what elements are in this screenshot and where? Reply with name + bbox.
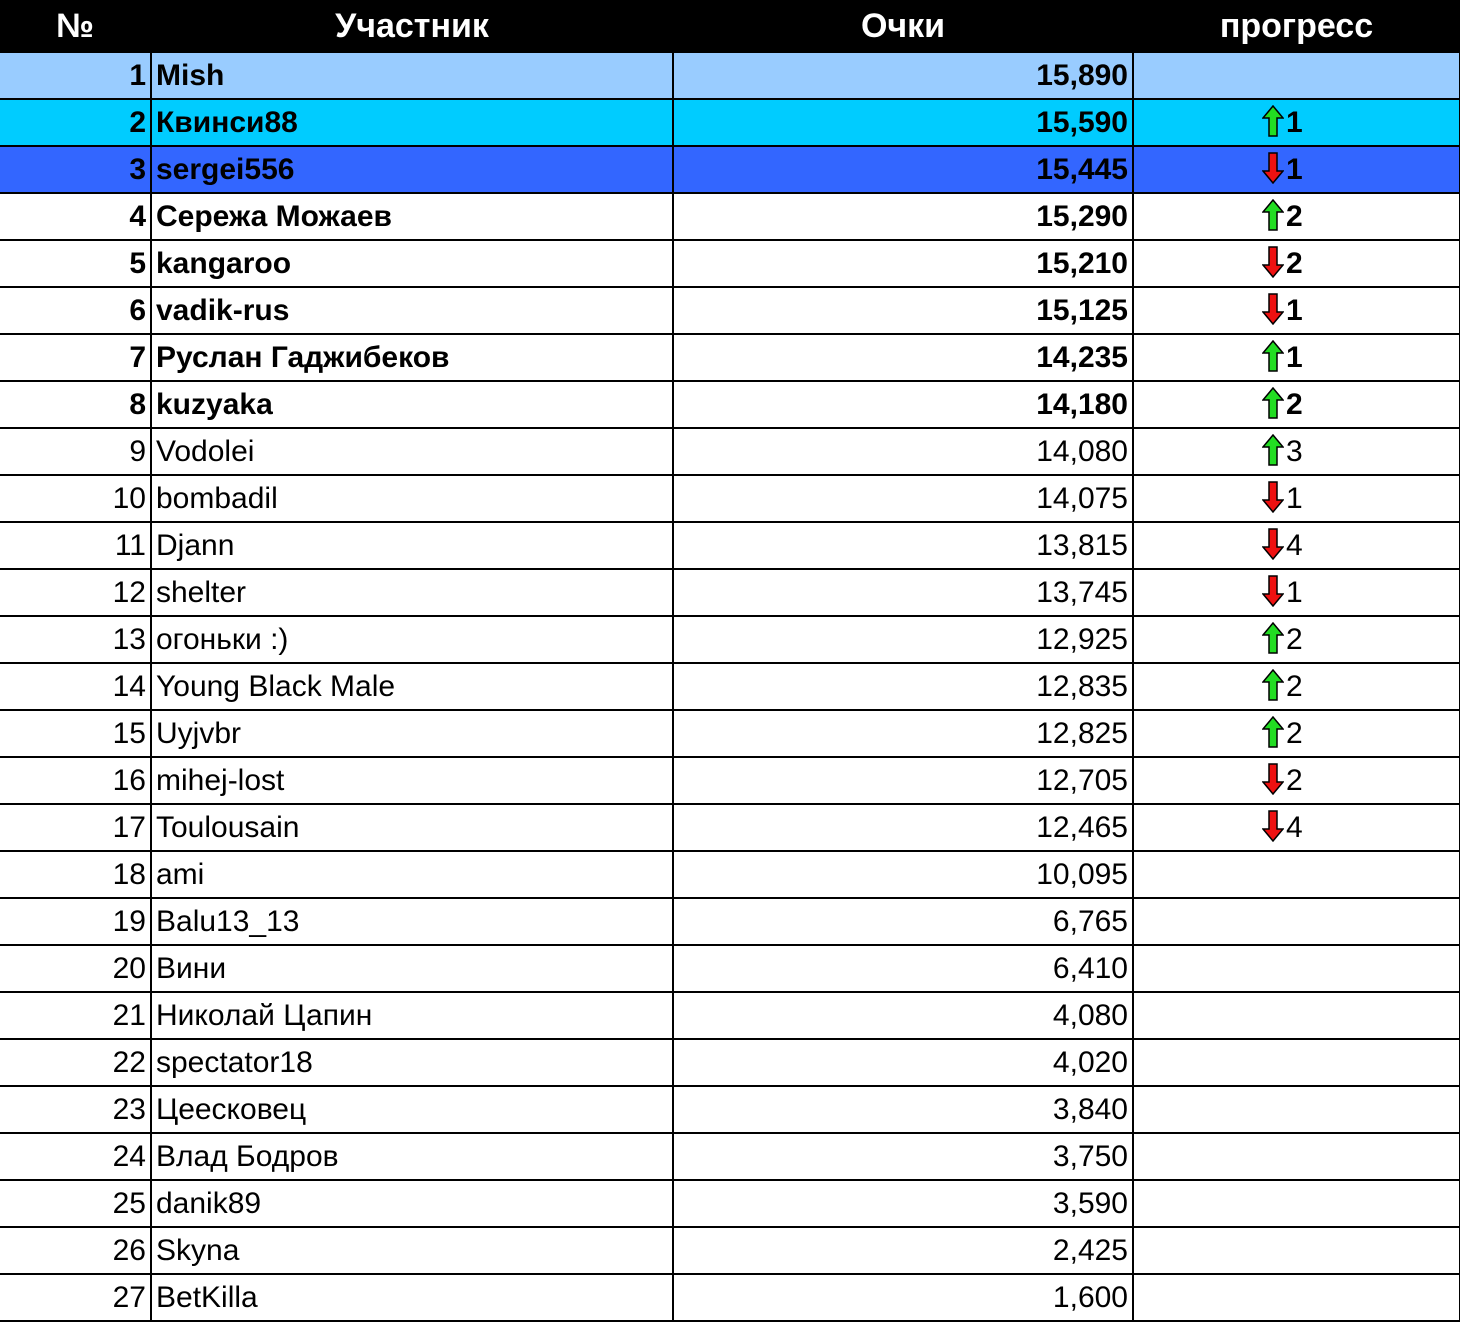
table-row	[0, 53, 1460, 99]
progress-cell	[1133, 710, 1460, 757]
arrow-up-icon	[1262, 716, 1284, 748]
progress-cell	[1133, 851, 1460, 898]
table-row	[0, 146, 1460, 193]
progress-cell	[1133, 1039, 1460, 1086]
points-cell: 15,445	[673, 146, 1133, 193]
rank-cell: 5	[0, 240, 151, 287]
rank-cell: 10	[0, 475, 151, 522]
participant-cell: Сережа Можаев	[151, 193, 673, 240]
header-participant: Участник	[151, 0, 673, 53]
points-cell: 13,815	[673, 522, 1133, 569]
progress-delta: 1	[1286, 294, 1303, 327]
points-cell: 14,235	[673, 334, 1133, 381]
rank-cell: 8	[0, 381, 151, 428]
points-cell: 3,840	[673, 1086, 1133, 1133]
table-row	[0, 240, 1460, 287]
table-row	[0, 99, 1460, 146]
standings-body	[0, 53, 1460, 1321]
points-cell: 3,750	[673, 1133, 1133, 1180]
participant-cell: ami	[151, 851, 673, 898]
participant-cell: Young Black Male	[151, 663, 673, 710]
table-row	[0, 757, 1460, 804]
progress-delta: 1	[1286, 341, 1303, 374]
table-row	[0, 1274, 1460, 1321]
rank-cell: 15	[0, 710, 151, 757]
progress-delta: 1	[1286, 482, 1303, 515]
points-cell: 6,765	[673, 898, 1133, 945]
arrow-up-icon	[1262, 622, 1284, 654]
progress-cell	[1133, 1227, 1460, 1274]
rank-cell: 1	[0, 53, 151, 99]
participant-cell: mihej-lost	[151, 757, 673, 804]
table-row	[0, 428, 1460, 475]
progress-cell	[1133, 898, 1460, 945]
participant-cell: Вини	[151, 945, 673, 992]
rank-cell: 27	[0, 1274, 151, 1321]
progress-delta: 2	[1286, 670, 1303, 703]
table-row	[0, 193, 1460, 240]
table-row	[0, 475, 1460, 522]
arrow-up-icon	[1262, 387, 1284, 419]
table-row	[0, 898, 1460, 945]
participant-cell: Квинси88	[151, 99, 673, 146]
participant-cell: Uyjvbr	[151, 710, 673, 757]
points-cell: 12,465	[673, 804, 1133, 851]
table-row	[0, 992, 1460, 1039]
points-cell: 14,180	[673, 381, 1133, 428]
rank-cell: 18	[0, 851, 151, 898]
rank-cell: 9	[0, 428, 151, 475]
progress-cell	[1133, 1180, 1460, 1227]
progress-cell	[1133, 53, 1460, 99]
arrow-down-icon	[1262, 810, 1284, 842]
table-row	[0, 381, 1460, 428]
participant-cell: spectator18	[151, 1039, 673, 1086]
table-row	[0, 710, 1460, 757]
rank-cell: 11	[0, 522, 151, 569]
progress-cell	[1133, 1133, 1460, 1180]
progress-cell	[1133, 804, 1460, 851]
table-row	[0, 287, 1460, 334]
participant-cell: Цеесковец	[151, 1086, 673, 1133]
rank-cell: 3	[0, 146, 151, 193]
rank-cell: 24	[0, 1133, 151, 1180]
progress-delta: 3	[1286, 435, 1303, 468]
progress-delta: 2	[1286, 200, 1303, 233]
arrow-up-icon	[1262, 434, 1284, 466]
arrow-down-icon	[1262, 246, 1284, 278]
participant-cell: Руслан Гаджибеков	[151, 334, 673, 381]
points-cell: 15,125	[673, 287, 1133, 334]
progress-delta: 1	[1286, 576, 1303, 609]
progress-cell	[1133, 381, 1460, 428]
rank-cell: 13	[0, 616, 151, 663]
progress-cell	[1133, 663, 1460, 710]
progress-cell	[1133, 522, 1460, 569]
rank-cell: 25	[0, 1180, 151, 1227]
progress-cell	[1133, 945, 1460, 992]
arrow-up-icon	[1262, 340, 1284, 372]
rank-cell: 26	[0, 1227, 151, 1274]
progress-cell	[1133, 616, 1460, 663]
table-row	[0, 663, 1460, 710]
rank-cell: 17	[0, 804, 151, 851]
points-cell: 12,835	[673, 663, 1133, 710]
participant-cell: Balu13_13	[151, 898, 673, 945]
arrow-up-icon	[1262, 669, 1284, 701]
points-cell: 14,080	[673, 428, 1133, 475]
rank-cell: 16	[0, 757, 151, 804]
arrow-down-icon	[1262, 152, 1284, 184]
progress-delta: 2	[1286, 764, 1303, 797]
points-cell: 15,890	[673, 53, 1133, 99]
participant-cell: огоньки :)	[151, 616, 673, 663]
progress-cell	[1133, 992, 1460, 1039]
arrow-down-icon	[1262, 293, 1284, 325]
arrow-up-icon	[1262, 199, 1284, 231]
rank-cell: 14	[0, 663, 151, 710]
table-row	[0, 945, 1460, 992]
rank-cell: 20	[0, 945, 151, 992]
points-cell: 1,600	[673, 1274, 1133, 1321]
table-row	[0, 1227, 1460, 1274]
participant-cell: Skyna	[151, 1227, 673, 1274]
participant-cell: danik89	[151, 1180, 673, 1227]
table-row	[0, 1180, 1460, 1227]
participant-cell: Влад Бодров	[151, 1133, 673, 1180]
participant-cell: shelter	[151, 569, 673, 616]
header-points: Очки	[673, 0, 1133, 53]
progress-delta: 1	[1286, 153, 1303, 186]
participant-cell: bombadil	[151, 475, 673, 522]
participant-cell: Djann	[151, 522, 673, 569]
table-row	[0, 1086, 1460, 1133]
progress-cell	[1133, 146, 1460, 193]
progress-cell	[1133, 287, 1460, 334]
arrow-up-icon	[1262, 105, 1284, 137]
points-cell: 4,080	[673, 992, 1133, 1039]
arrow-down-icon	[1262, 528, 1284, 560]
points-cell: 3,590	[673, 1180, 1133, 1227]
table-row	[0, 1133, 1460, 1180]
progress-cell	[1133, 569, 1460, 616]
progress-cell	[1133, 757, 1460, 804]
points-cell: 12,925	[673, 616, 1133, 663]
participant-cell: Николай Цапин	[151, 992, 673, 1039]
participant-cell: Toulousain	[151, 804, 673, 851]
rank-cell: 12	[0, 569, 151, 616]
rank-cell: 22	[0, 1039, 151, 1086]
table-row	[0, 334, 1460, 381]
header-progress: прогресс	[1133, 0, 1460, 53]
table-row	[0, 522, 1460, 569]
points-cell: 12,705	[673, 757, 1133, 804]
rank-cell: 2	[0, 99, 151, 146]
points-cell: 14,075	[673, 475, 1133, 522]
progress-delta: 1	[1286, 106, 1303, 139]
progress-cell	[1133, 1086, 1460, 1133]
progress-cell	[1133, 240, 1460, 287]
points-cell: 15,210	[673, 240, 1133, 287]
arrow-down-icon	[1262, 481, 1284, 513]
participant-cell: sergei556	[151, 146, 673, 193]
arrow-down-icon	[1262, 575, 1284, 607]
participant-cell: Mish	[151, 53, 673, 99]
progress-cell	[1133, 1274, 1460, 1321]
rank-cell: 21	[0, 992, 151, 1039]
participant-cell: vadik-rus	[151, 287, 673, 334]
table-row	[0, 851, 1460, 898]
rank-cell: 23	[0, 1086, 151, 1133]
progress-cell	[1133, 193, 1460, 240]
table-row	[0, 616, 1460, 663]
table-row	[0, 804, 1460, 851]
table-row	[0, 1039, 1460, 1086]
points-cell: 10,095	[673, 851, 1133, 898]
rank-cell: 19	[0, 898, 151, 945]
points-cell: 13,745	[673, 569, 1133, 616]
arrow-down-icon	[1262, 763, 1284, 795]
rank-cell: 4	[0, 193, 151, 240]
points-cell: 2,425	[673, 1227, 1133, 1274]
rank-cell: 7	[0, 334, 151, 381]
progress-cell	[1133, 334, 1460, 381]
points-cell: 15,290	[673, 193, 1133, 240]
header-num: №	[0, 0, 151, 53]
points-cell: 12,825	[673, 710, 1133, 757]
progress-cell	[1133, 99, 1460, 146]
participant-cell: Vodolei	[151, 428, 673, 475]
progress-delta: 4	[1286, 529, 1303, 562]
progress-cell	[1133, 475, 1460, 522]
rank-cell: 6	[0, 287, 151, 334]
points-cell: 6,410	[673, 945, 1133, 992]
participant-cell: kuzyaka	[151, 381, 673, 428]
participant-cell: kangaroo	[151, 240, 673, 287]
header-row	[0, 0, 1460, 53]
progress-delta: 2	[1286, 247, 1303, 280]
progress-delta: 2	[1286, 717, 1303, 750]
progress-cell	[1133, 428, 1460, 475]
participant-cell: BetKilla	[151, 1274, 673, 1321]
table-row	[0, 569, 1460, 616]
progress-delta: 2	[1286, 623, 1303, 656]
progress-delta: 4	[1286, 811, 1303, 844]
points-cell: 15,590	[673, 99, 1133, 146]
progress-delta: 2	[1286, 388, 1303, 421]
points-cell: 4,020	[673, 1039, 1133, 1086]
